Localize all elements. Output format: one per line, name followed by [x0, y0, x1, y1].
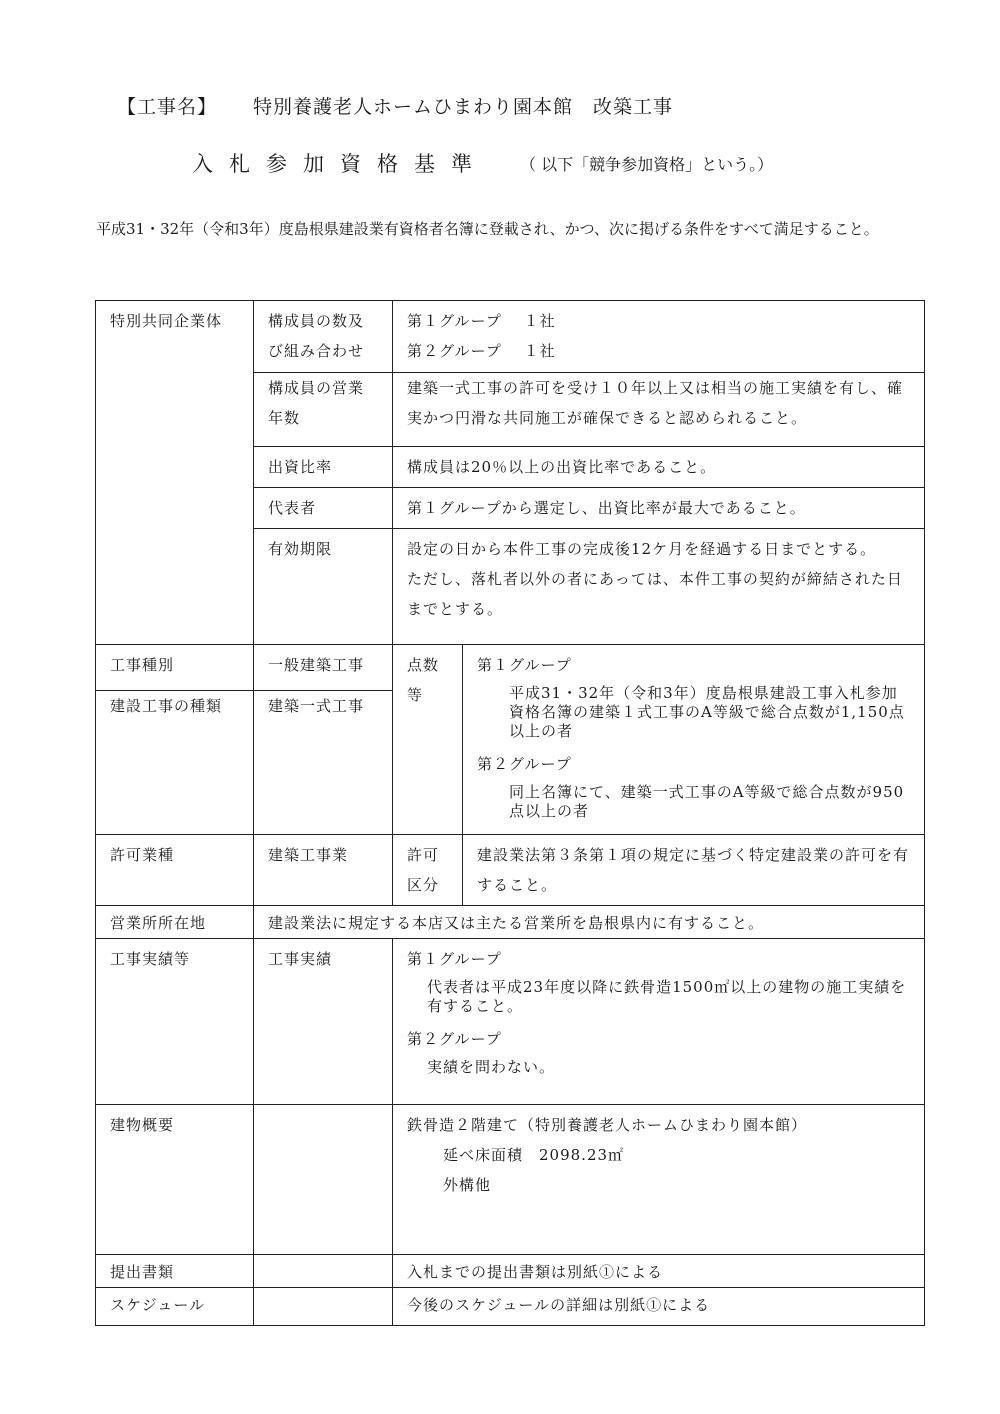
work-type-value: 一般建築工事: [268, 656, 365, 674]
score-group2-title: 第２グループ: [477, 755, 572, 773]
members-value-cell: [393, 301, 925, 447]
table-row: [96, 1288, 925, 1326]
jv-label: 特別共同企業体: [110, 312, 223, 330]
representative-text: 第１グループから選定し、出資比率が最大であること。: [393, 488, 925, 529]
members-label-line: び組み合わせ: [268, 342, 365, 360]
license-sub-label: [393, 835, 463, 905]
record-value: 工事実績: [254, 939, 393, 1105]
table-row: [96, 1255, 925, 1288]
validity-label: 有効期限: [254, 529, 393, 645]
license-text: 建設業法第３条第１項の規定に基づく特定建設業の許可を有すること。: [477, 846, 910, 894]
work-type-value-cell: [254, 645, 393, 835]
ratio-label: 出資比率: [254, 447, 393, 488]
score-cell: [393, 645, 925, 835]
page-heading: 入札参加資格基準: [192, 152, 488, 176]
years-label-line: 年数: [268, 409, 301, 427]
score-group1-text: 平成31・32年（令和3年）度島根県建設工事入札参加資格名簿の建築１式工事のA等級で総合点数が1,150点以上の者: [509, 684, 905, 740]
record-group1-text: 代表者は平成23年度以降に鉄骨造1500㎡以上の建物の施工実績を有すること。: [427, 978, 907, 1015]
validity-cell: [393, 529, 925, 645]
work-type-label-cell: [96, 645, 254, 835]
project-title: [117, 92, 673, 119]
score-group2-text: 同上名簿にて、建築一式工事のA等級で総合点数が950点以上の者: [509, 783, 905, 820]
record-cell: [393, 939, 925, 1105]
table-row: [96, 835, 925, 906]
license-sub-label-line: 許可: [407, 846, 440, 864]
record-group2-title: 第２グループ: [407, 1030, 502, 1048]
group2-count: 第２グループ １社: [407, 342, 556, 360]
building-cell: [393, 1105, 925, 1255]
license-value: 建築工事業: [254, 835, 393, 906]
project-name: 特別養護老人ホームひまわり園本館 改築工事: [253, 96, 674, 118]
office-label: 営業所所在地: [96, 906, 254, 939]
score-label: 点数等: [393, 645, 463, 834]
validity-text: ただし、落札者以外の者にあっては、本件工事の契約が締結された日までとする。: [407, 570, 903, 618]
validity-text: 設定の日から本件工事の完成後12ケ月を経過する日までとする。: [407, 540, 877, 558]
building-floor-area: 延べ床面積 2098.23㎡: [443, 1146, 625, 1164]
license-cell: [393, 835, 925, 906]
table-row: [96, 645, 925, 835]
schedule-text: 今後のスケジュールの詳細は別紙①による: [393, 1288, 925, 1326]
score-group1-title: 第１グループ: [477, 656, 572, 674]
work-kind-value: 建築一式工事: [254, 690, 392, 721]
jv-label-cell: [96, 301, 254, 645]
building-empty-cell: [254, 1105, 393, 1255]
table-row: [96, 906, 925, 939]
members-label-line: 構成員の数及: [268, 312, 365, 330]
intro-paragraph: 平成31・32年（令和3年）度島根県建設業有資格者名簿に登載され、かつ、次に掲げる条件をすべて満足すること。: [96, 220, 879, 238]
years-label-line: 構成員の営業: [254, 372, 392, 403]
office-text: 建設業法に規定する本店又は主たる営業所を島根県内に有すること。: [254, 906, 925, 939]
record-group1-title: 第１グループ: [407, 950, 502, 968]
docs-label: 提出書類: [96, 1255, 254, 1288]
group1-count: 第１グループ １社: [407, 312, 556, 330]
docs-text: 入札までの提出書類は別紙①による: [393, 1255, 925, 1288]
license-sub-label-line: 区分: [407, 876, 440, 894]
years-text: 建築一式工事の許可を受け１０年以上又は相当の施工実績を有し、確実かつ円滑な共同施工が確保できると認められること。: [393, 372, 924, 433]
project-label: 【工事名】: [117, 96, 218, 118]
representative-label: 代表者: [254, 488, 393, 529]
building-label: 建物概要: [96, 1105, 254, 1255]
ratio-text: 構成員は20％以上の出資比率であること。: [393, 447, 925, 488]
license-label: 許可業種: [96, 835, 254, 906]
record-label: 工事実績等: [96, 939, 254, 1105]
building-structure: 鉄骨造２階建て（特別養護老人ホームひまわり園本館）: [407, 1116, 808, 1134]
building-other: 外構他: [443, 1176, 492, 1194]
schedule-label: スケジュール: [96, 1288, 254, 1326]
schedule-empty-cell: [254, 1288, 393, 1326]
record-group2-text: 実績を問わない。: [427, 1058, 556, 1076]
qualification-table: [95, 300, 925, 1326]
score-content: [463, 645, 924, 834]
work-kind-label: 建設工事の種類: [96, 690, 253, 721]
table-row: [96, 301, 925, 447]
work-type-label: 工事種別: [110, 656, 175, 674]
heading-note: （ 以下「競争参加資格」という。）: [520, 155, 774, 174]
members-label-cell: [254, 301, 393, 447]
docs-empty-cell: [254, 1255, 393, 1288]
table-row: [96, 1105, 925, 1255]
table-row: [96, 939, 925, 1105]
